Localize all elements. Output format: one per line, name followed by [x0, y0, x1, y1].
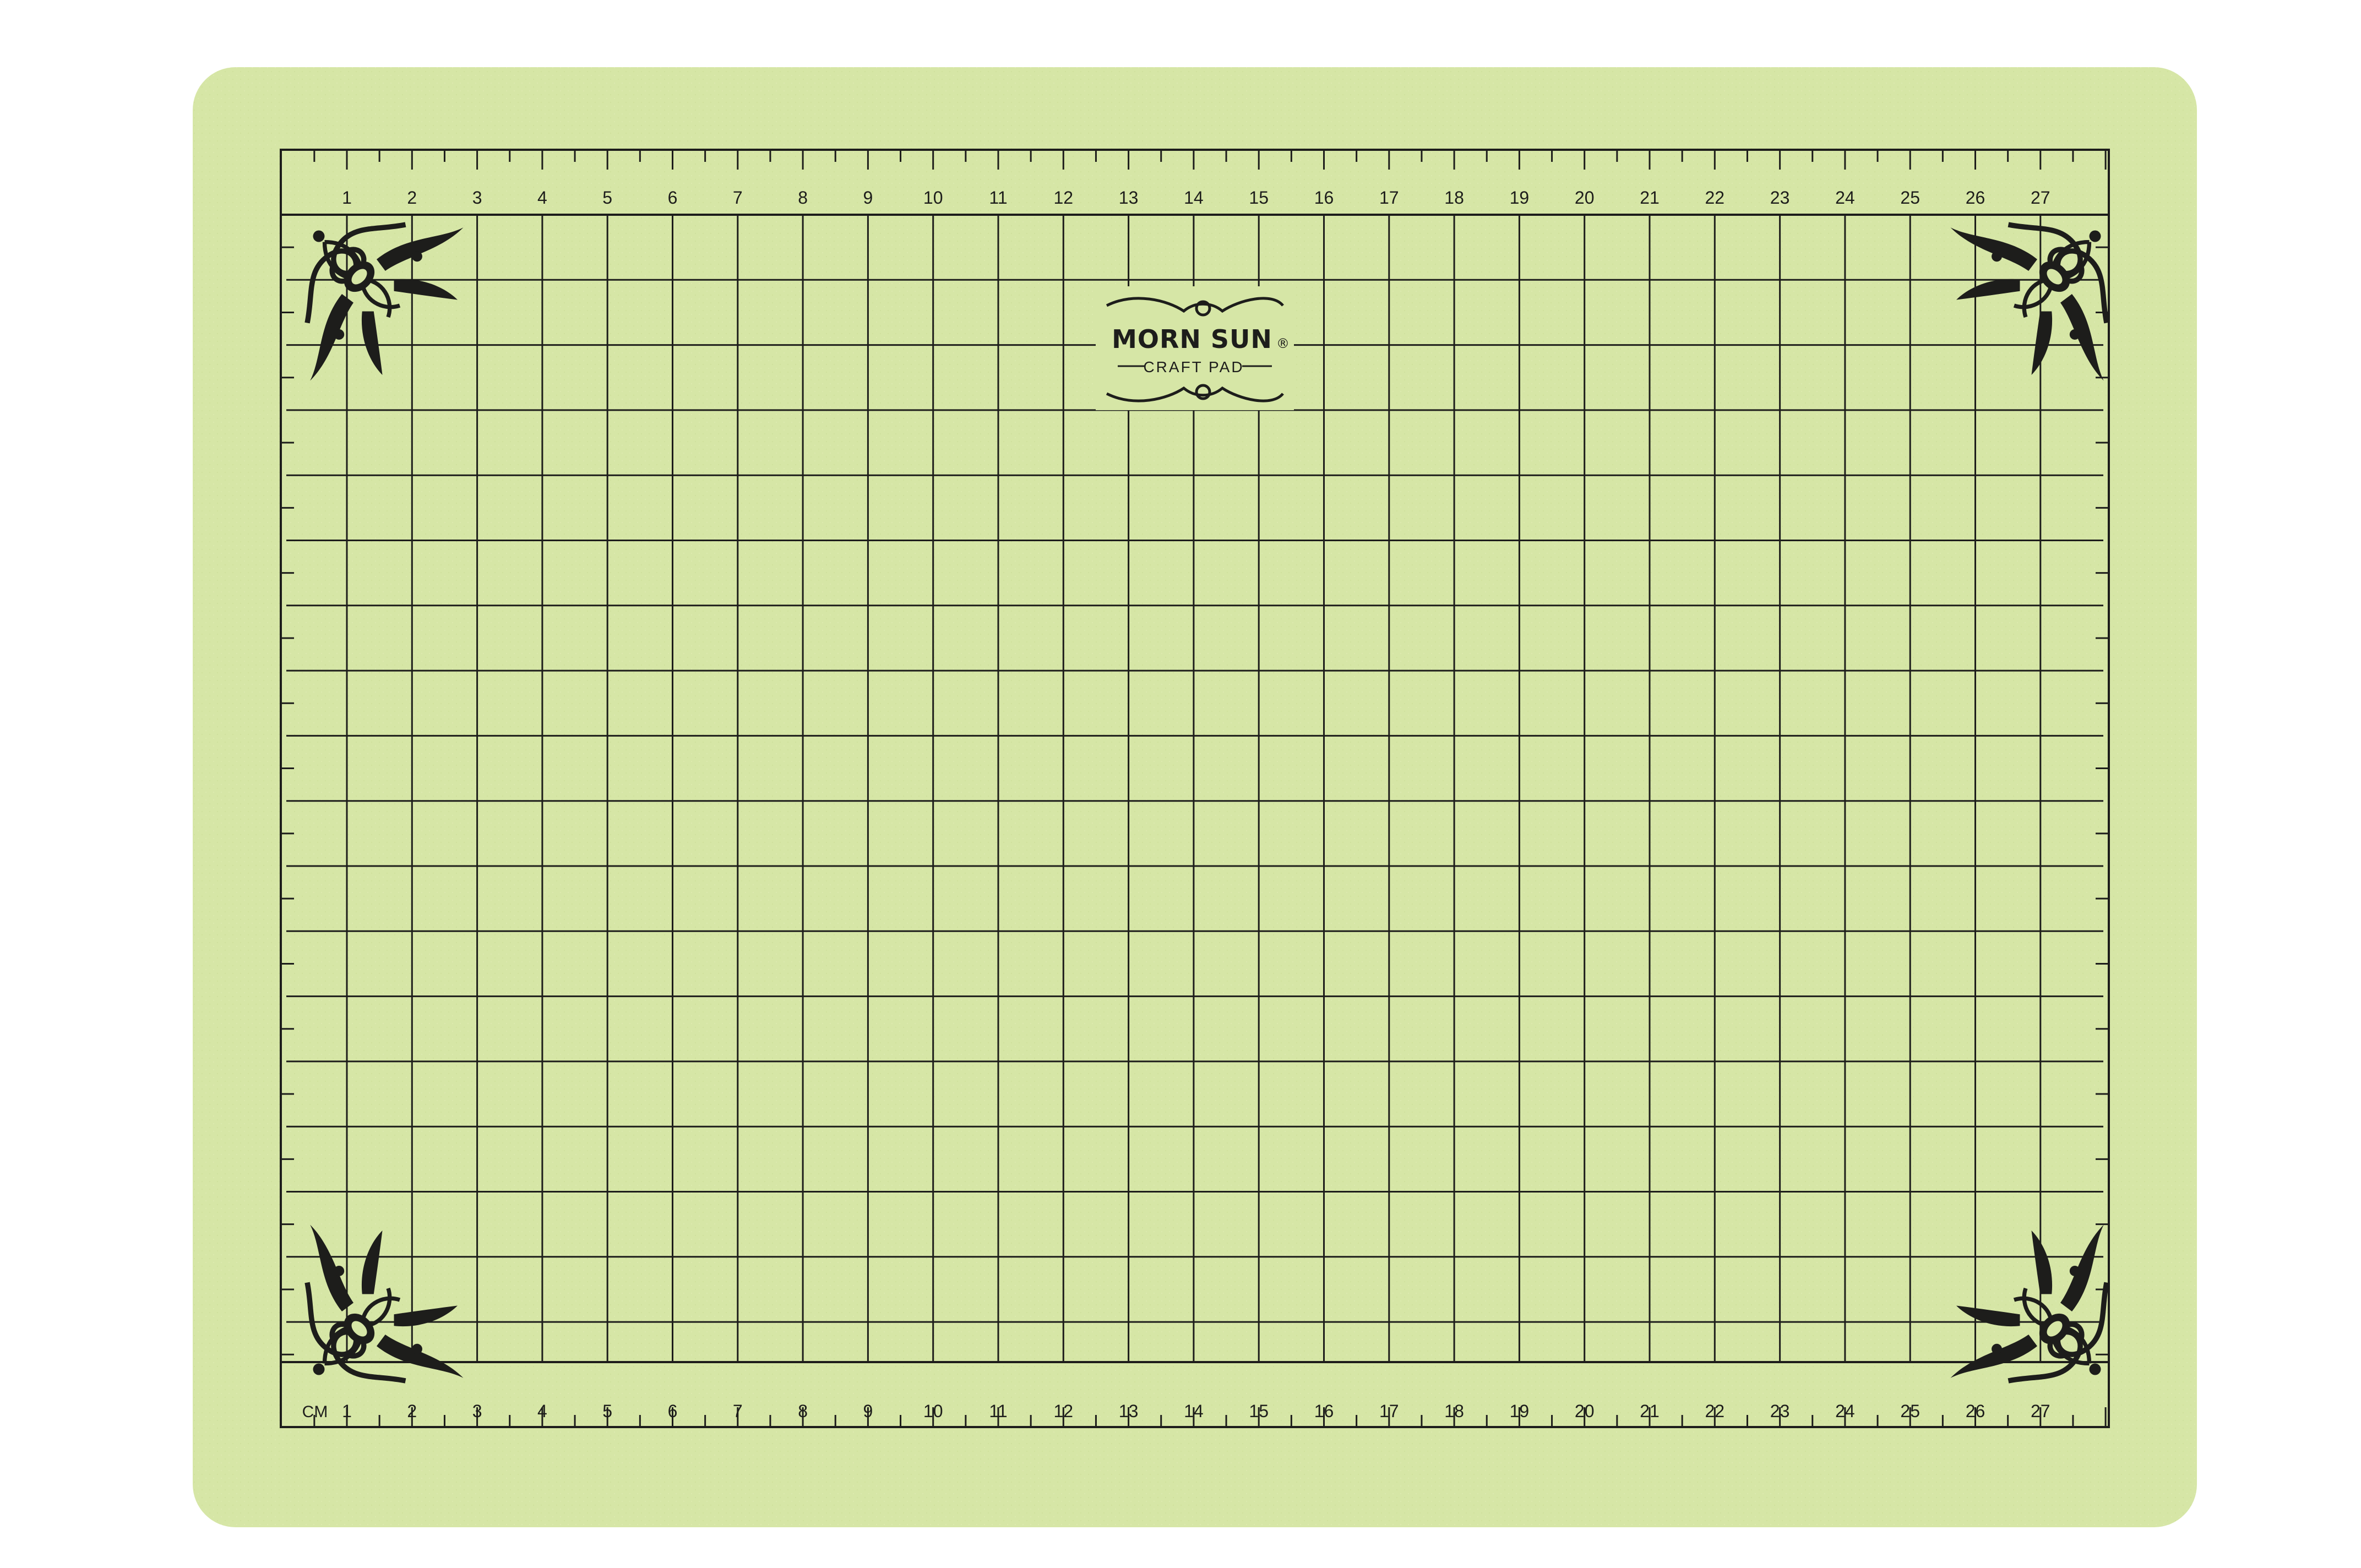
bottom-ruler-number: 27: [2031, 1401, 2050, 1421]
bottom-ruler-number: 23: [1770, 1401, 1790, 1421]
bottom-ruler-number: 4: [537, 1401, 547, 1421]
top-ruler-number: 21: [1640, 188, 1660, 208]
top-ruler-number: 17: [1379, 188, 1399, 208]
bottom-ruler-number: 12: [1053, 1401, 1074, 1421]
top-ruler-number: 4: [537, 188, 547, 208]
top-ruler-number: 6: [667, 188, 678, 208]
top-ruler-number: 23: [1770, 188, 1790, 208]
bottom-ruler-number: 1: [342, 1401, 352, 1421]
top-ruler-number: 26: [1965, 188, 1985, 208]
bottom-ruler-number: 22: [1705, 1401, 1725, 1421]
cutting-mat: [193, 67, 2197, 1527]
brand-logo: [1096, 286, 1294, 410]
top-ruler-number: 19: [1509, 188, 1530, 208]
bottom-ruler-number: 2: [407, 1401, 417, 1421]
bottom-ruler-number: 11: [989, 1401, 1008, 1421]
bottom-ruler-number: 19: [1509, 1401, 1530, 1421]
top-ruler-number: 25: [1900, 188, 1920, 208]
bottom-ruler-number: 20: [1574, 1401, 1595, 1421]
bottom-ruler-number: 25: [1900, 1401, 1920, 1421]
bottom-ruler-number: 24: [1835, 1401, 1855, 1421]
top-ruler-number: 15: [1249, 188, 1269, 208]
top-ruler-number: 2: [407, 188, 417, 208]
top-ruler-number: 13: [1118, 188, 1139, 208]
top-ruler-number: 14: [1184, 188, 1204, 208]
bottom-ruler-number: 9: [863, 1401, 873, 1421]
bottom-ruler-number: 18: [1444, 1401, 1464, 1421]
top-ruler-number: 27: [2031, 188, 2050, 208]
bottom-ruler-number: 14: [1184, 1401, 1204, 1421]
top-ruler-number: 20: [1574, 188, 1595, 208]
bottom-ruler-number: 17: [1379, 1401, 1399, 1421]
top-ruler-number: 1: [342, 188, 352, 208]
bottom-ruler-number: 21: [1640, 1401, 1660, 1421]
top-ruler-number: 10: [923, 188, 943, 208]
top-ruler-number: 3: [472, 188, 482, 208]
top-ruler-number: 12: [1053, 188, 1074, 208]
bottom-ruler-number: 7: [732, 1401, 743, 1421]
top-ruler-number: 5: [602, 188, 613, 208]
top-ruler-number: 16: [1314, 188, 1334, 208]
top-ruler-number: 9: [863, 188, 873, 208]
bottom-ruler-number: 8: [798, 1401, 808, 1421]
bottom-ruler-number: 13: [1118, 1401, 1139, 1421]
bottom-ruler-number: 26: [1965, 1401, 1985, 1421]
top-ruler-number: 22: [1705, 188, 1725, 208]
bottom-ruler-number: 10: [923, 1401, 943, 1421]
bottom-ruler-number: 3: [472, 1401, 482, 1421]
top-ruler-number: 24: [1835, 188, 1855, 208]
registered-mark: ®: [1276, 336, 1290, 351]
top-ruler-number: 7: [732, 188, 743, 208]
brand-subtitle: CRAFT PAD: [1143, 358, 1244, 375]
ruler-unit-label: CM: [302, 1403, 328, 1421]
brand-name: MORN SUN: [1112, 324, 1272, 354]
bottom-ruler-number: 15: [1249, 1401, 1269, 1421]
bottom-ruler-number: 5: [602, 1401, 613, 1421]
top-ruler-number: 18: [1444, 188, 1464, 208]
bottom-ruler-number: 6: [667, 1401, 678, 1421]
top-ruler-number: 11: [989, 188, 1008, 208]
bottom-ruler-number: 16: [1314, 1401, 1334, 1421]
top-ruler-number: 8: [798, 188, 808, 208]
